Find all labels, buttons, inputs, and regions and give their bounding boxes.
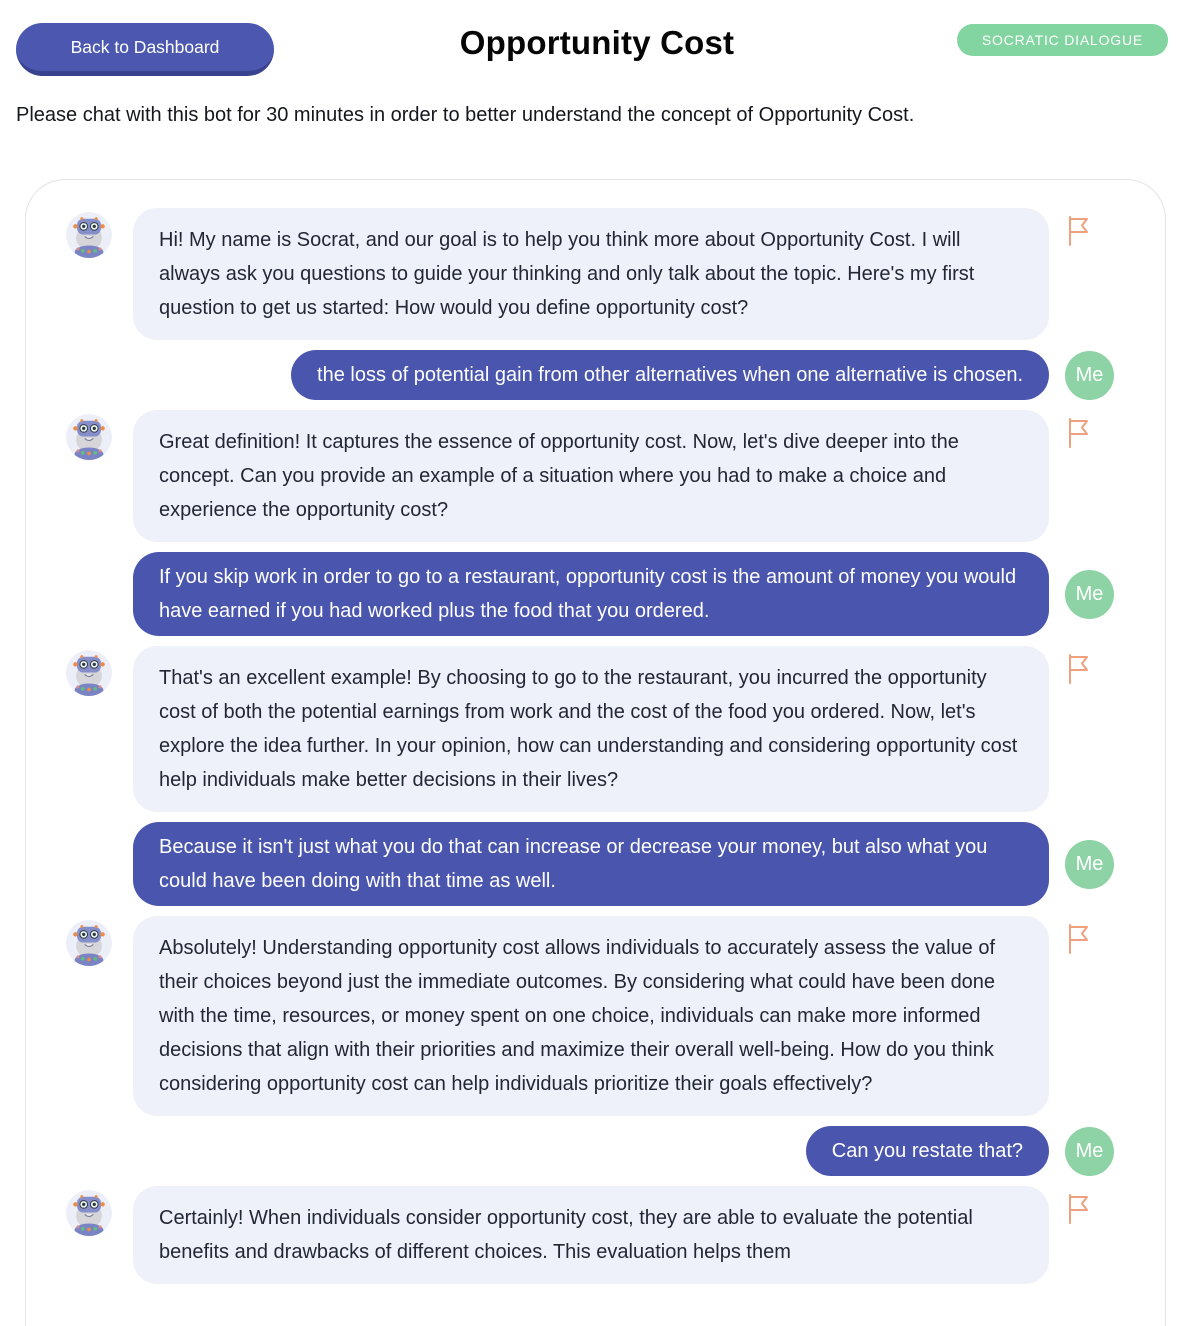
message-actions [1065, 208, 1125, 247]
bot-message-bubble: Certainly! When individuals consider opportunity cost, they are able to evaluate the potential benefits and drawbacks of different choices. This evaluation helps them [133, 1186, 1049, 1284]
bot-avatar [66, 650, 112, 696]
message-actions [1065, 840, 1125, 889]
user-message-row [66, 552, 1125, 636]
message-actions [1065, 1127, 1125, 1176]
bot-message-row [66, 916, 1125, 1116]
message-actions [1065, 570, 1125, 619]
me-avatar: Me [1065, 570, 1114, 619]
bot-message-row [66, 208, 1125, 340]
me-avatar: Me [1065, 1127, 1114, 1176]
message-actions [1065, 1186, 1125, 1225]
bot-message-row [66, 410, 1125, 542]
me-avatar: Me [1065, 840, 1114, 889]
user-message-bubble: Because it isn't just what you do that can increase or decrease your money, but also what you could have been doing with that time as well. [133, 822, 1049, 906]
user-message-row [66, 822, 1125, 906]
bot-avatar [66, 1190, 112, 1236]
user-message-bubble: Can you restate that? [806, 1126, 1049, 1176]
bot-message-bubble: That's an excellent example! By choosing to go to the restaurant, you incurred the opportunity cost of both the potential earnings from work and the cost of the food you ordered. Now, let's explore the idea further. In your opinion, how can understanding and considering opportunity cost help individuals make better decisions in their lives? [133, 646, 1049, 812]
message-actions [1065, 410, 1125, 449]
user-message-row [66, 350, 1125, 400]
back-to-dashboard-button[interactable]: Back to Dashboard [16, 23, 274, 76]
message-actions [1065, 916, 1125, 955]
user-message-row [66, 1126, 1125, 1176]
chat-container [25, 179, 1166, 1326]
bot-message-row [66, 646, 1125, 812]
flag-icon[interactable] [1065, 417, 1092, 449]
bot-avatar [66, 920, 112, 966]
bot-message-bubble: Absolutely! Understanding opportunity cost allows individuals to accurately assess the value of their choices beyond just the immediate outcomes. By considering what could have been done with the time, resources, or money spent on one choice, individuals can make more informed decisions that align with their priorities and maximize their overall well-being. How do you think considering opportunity cost can help individuals prioritize their goals effectively? [133, 916, 1049, 1116]
dialogue-type-badge: SOCRATIC DIALOGUE [957, 24, 1168, 56]
message-actions [1065, 351, 1125, 400]
flag-icon[interactable] [1065, 1193, 1092, 1225]
bot-message-bubble: Great definition! It captures the essence of opportunity cost. Now, let's dive deeper into the concept. Can you provide an example of a situation where you had to make a choice and experience the opportunity cost? [133, 410, 1049, 542]
message-actions [1065, 646, 1125, 685]
bot-avatar [66, 414, 112, 460]
flag-icon[interactable] [1065, 215, 1092, 247]
user-message-bubble: the loss of potential gain from other alternatives when one alternative is chosen. [291, 350, 1049, 400]
flag-icon[interactable] [1065, 923, 1092, 955]
instruction-text: Please chat with this bot for 30 minutes in order to better understand the concept of Opportunity Cost. [16, 104, 915, 126]
bot-message-bubble: Hi! My name is Socrat, and our goal is to help you think more about Opportunity Cost. I will always ask you questions to guide your thinking and only talk about the topic. Here's my first question to get us started: How would you define opportunity cost? [133, 208, 1049, 340]
me-avatar: Me [1065, 351, 1114, 400]
page-title: Opportunity Cost [459, 24, 735, 61]
user-message-bubble: If you skip work in order to go to a restaurant, opportunity cost is the amount of money you would have earned if you had worked plus the food that you ordered. [133, 552, 1049, 636]
bot-message-row [66, 1186, 1125, 1284]
flag-icon[interactable] [1065, 653, 1092, 685]
header [0, 0, 1194, 80]
bot-avatar [66, 212, 112, 258]
